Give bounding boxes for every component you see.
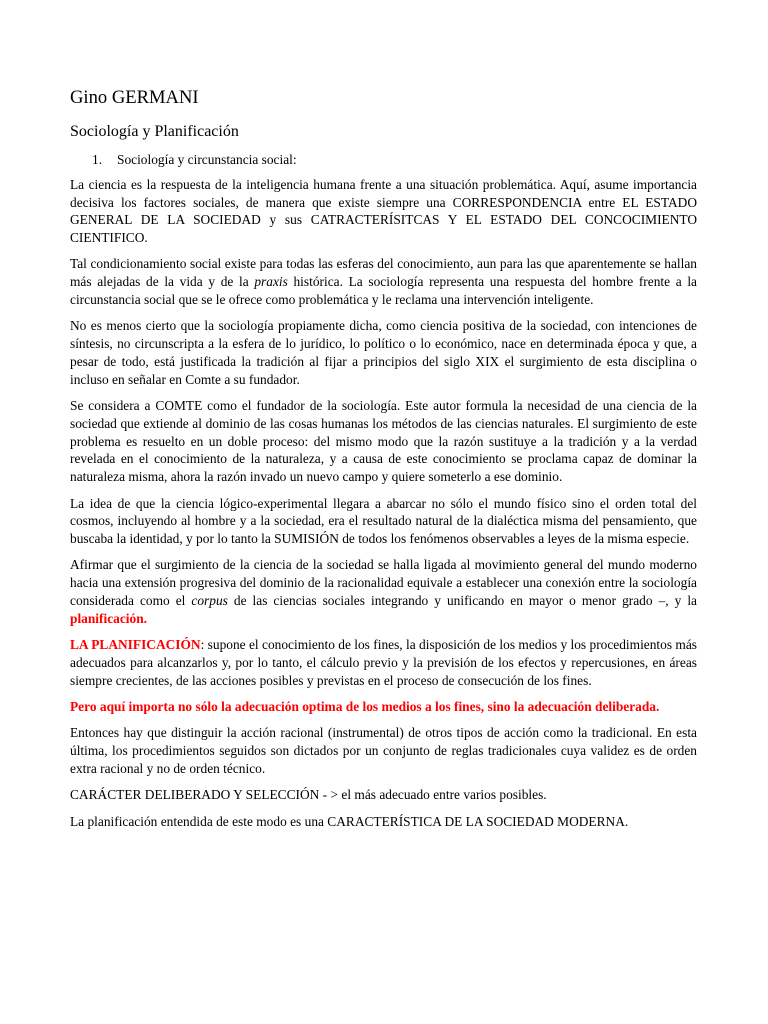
paragraph-6-text-a: Afirmar que el surgimiento de la ciencia de la sociedad se halla ligada al movimiento general del mundo moderno hacia una extensión progresiva del dominio de la racionalidad equivale a establecer una conexión entre la sociología considerada como el <box>70 557 697 609</box>
section-heading <box>70 151 697 169</box>
document-body <box>70 86 697 839</box>
paragraph-2 <box>70 255 697 308</box>
document-title: Sociología y Planificación <box>70 123 239 140</box>
paragraph-10: CARÁCTER DELIBERADO Y SELECCIÓN - > el más adecuado entre varios posibles. <box>70 787 547 803</box>
paragraph-6-text-b: de las ciencias sociales integrando y unificando en mayor o menor grado –, y la <box>227 593 698 609</box>
paragraph-2-text-b: histórica. La sociología representa una respuesta del hombre frente a la circunstancia social que se le ofrece como problemática y le reclama una intervención inteligente. <box>70 274 697 308</box>
section-title: Sociología y circunstancia social: <box>117 152 297 167</box>
paragraph-1: La ciencia es la respuesta de la inteligencia humana frente a una situación problemática. Aquí, asume importancia decisiva los factores sociales, de manera que existe siempre una CORRESPONDENCIA entre EL ESTADO GENERAL DE LA SOCIEDAD y sus CATRACTERÍSITCAS Y EL ESTADO DEL CONCOCIMIENTO CIENTIFICO. <box>70 176 697 246</box>
paragraph-11: La planificación entendida de este modo es una CARACTERÍSTICA DE LA SOCIEDAD MODERNA. <box>70 813 629 829</box>
paragraph-9: Entonces hay que distinguir la acción racional (instrumental) de otros tipos de acción como la tradicional. En esta última, los procedimientos seguidos son dictados por un conjunto de reglas tradicionales cuya validez es de orden extra racional y no de orden técnico. <box>70 725 697 776</box>
paragraph-6-highlight: planificación. <box>70 610 148 626</box>
paragraph-8-highlight: Pero aquí importa no sólo la adecuación optima de los medios a los fines, sino la adecuación deliberada. <box>70 699 660 715</box>
paragraph-4: Se considera a COMTE como el fundador de la sociología. Este autor formula la necesidad de una ciencia de la sociedad que extiende al dominio de las cosas humanas los métodos de las ciencias naturales. El surgimiento de este problema es resuelto en un doble proceso: del mismo modo que la razón sustituye a la tradición y a la verdad revelada en el conocimiento de la naturaleza, y a causa de este conocimiento se proclama capaz de dominar la naturaleza misma, ahora la razón invado un nuevo campo y quiere someterlo a ese dominio. <box>70 398 697 485</box>
paragraph-2-text-a: Tal condicionamiento social existe para todas las esferas del conocimiento, aun para las que aparentemente se hallan más alejadas de la vida y de la <box>70 256 697 290</box>
section-number: 1. <box>92 152 103 167</box>
author-heading: Gino GERMANI <box>70 87 199 108</box>
paragraph-3: No es menos cierto que la sociología propiamente dicha, como ciencia positiva de la sociedad, con intenciones de síntesis, no circunscripta a la esfera de lo jurídico, lo político o lo económico, nace en determinada época y que, a pesar de todo, está justificada la tradición al fijar a principios del siglo XIX el surgimiento de esta disciplina o incluso en señalar en Comte a su fundador. <box>70 318 697 387</box>
paragraph-5: La idea de que la ciencia lógico-experimental llegara a abarcar no sólo el mundo físico sino el orden total del cosmos, incluyendo al hombre y a la sociedad, era el resultado natural de la dialéctica misma del pensamiento, que buscaba la identidad, y por lo tanto la SUMISIÓN de todos los fenómenos observables a leyes de la misma especie. <box>70 495 697 547</box>
paragraph-2-italic: praxis <box>254 274 288 290</box>
paragraph-6 <box>70 556 697 627</box>
paragraph-6-italic: corpus <box>191 593 228 609</box>
paragraph-7-text: : supone el conocimiento de los fines, la disposición de los medios y los procedimientos más adecuados para alcanzarlos y, por lo tanto, el cálculo previo y la previsión de los efectos y repercusiones, en áreas siempre crecientes, de las acciones posibles y previstas en el proceso de consecución de los fines. <box>70 637 697 688</box>
paragraph-7 <box>70 636 697 689</box>
paragraph-7-highlight: LA PLANIFICACIÓN <box>70 637 201 653</box>
